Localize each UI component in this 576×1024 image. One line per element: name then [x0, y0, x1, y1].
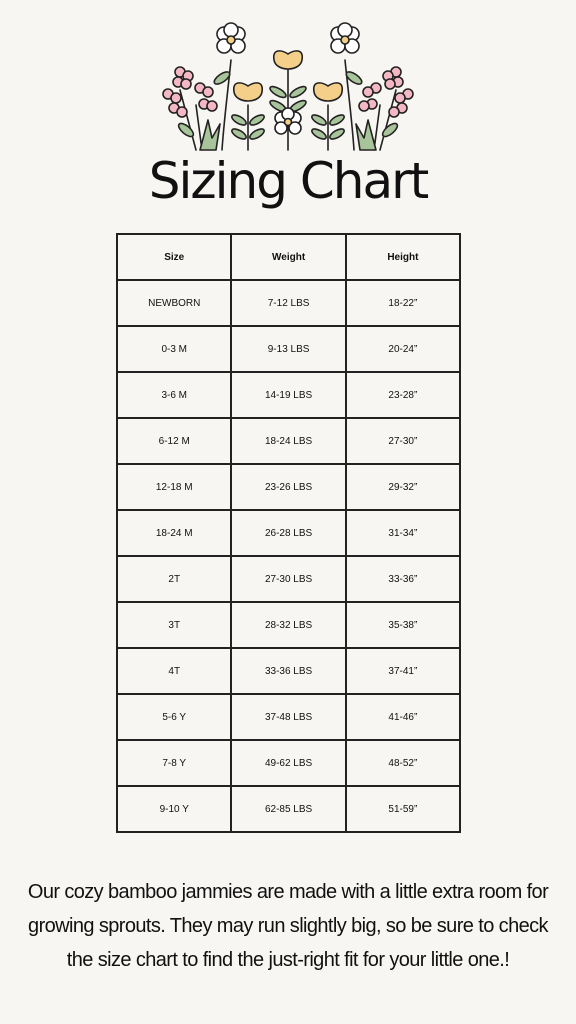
weight-cell: 49-62 LBS: [231, 740, 345, 786]
weight-cell: 14-19 LBS: [231, 372, 345, 418]
height-cell: 18-22”: [346, 280, 460, 326]
weight-cell: 37-48 LBS: [231, 694, 345, 740]
height-cell: 37-41”: [346, 648, 460, 694]
size-cell: 3-6 M: [117, 372, 231, 418]
table-header-row: [117, 234, 460, 280]
size-cell: 4T: [117, 648, 231, 694]
weight-cell: 18-24 LBS: [231, 418, 345, 464]
weight-cell: 33-36 LBS: [231, 648, 345, 694]
size-cell: 6-12 M: [117, 418, 231, 464]
table-row: [117, 694, 460, 740]
weight-cell: 23-26 LBS: [231, 464, 345, 510]
column-header-size: Size: [117, 234, 231, 280]
table-row: [117, 418, 460, 464]
height-cell: 41-46”: [346, 694, 460, 740]
table-row: [117, 648, 460, 694]
size-cell: 7-8 Y: [117, 740, 231, 786]
size-chart-table: [116, 233, 461, 833]
height-cell: 35-38”: [346, 602, 460, 648]
table-row: [117, 464, 460, 510]
table-row: [117, 740, 460, 786]
column-header-height: Height: [346, 234, 460, 280]
weight-cell: 26-28 LBS: [231, 510, 345, 556]
weight-cell: 9-13 LBS: [231, 326, 345, 372]
height-cell: 48-52”: [346, 740, 460, 786]
weight-cell: 27-30 LBS: [231, 556, 345, 602]
table-row: [117, 602, 460, 648]
height-cell: 20-24”: [346, 326, 460, 372]
height-cell: 31-34”: [346, 510, 460, 556]
height-cell: 33-36”: [346, 556, 460, 602]
table-row: [117, 372, 460, 418]
page-title: Sizing Chart: [148, 152, 428, 210]
weight-cell: 28-32 LBS: [231, 602, 345, 648]
table-row: [117, 326, 460, 372]
height-cell: 27-30”: [346, 418, 460, 464]
height-cell: 29-32”: [346, 464, 460, 510]
table-row: [117, 556, 460, 602]
size-cell: 2T: [117, 556, 231, 602]
size-cell: NEWBORN: [117, 280, 231, 326]
weight-cell: 62-85 LBS: [231, 786, 345, 832]
size-cell: 3T: [117, 602, 231, 648]
size-cell: 5-6 Y: [117, 694, 231, 740]
flower-illustration: [150, 20, 426, 155]
size-cell: 12-18 M: [117, 464, 231, 510]
size-cell: 0-3 M: [117, 326, 231, 372]
table-row: [117, 510, 460, 556]
column-header-weight: Weight: [231, 234, 345, 280]
height-cell: 51-59”: [346, 786, 460, 832]
weight-cell: 7-12 LBS: [231, 280, 345, 326]
height-cell: 23-28”: [346, 372, 460, 418]
size-cell: 9-10 Y: [117, 786, 231, 832]
table-row: [117, 280, 460, 326]
table-row: [117, 786, 460, 832]
fit-note: Our cozy bamboo jammies are made with a little extra room for growing sprouts. They may run slightly big, so be sure to check the size chart to find the just-right fit for your little one.!: [27, 881, 549, 971]
size-cell: 18-24 M: [117, 510, 231, 556]
